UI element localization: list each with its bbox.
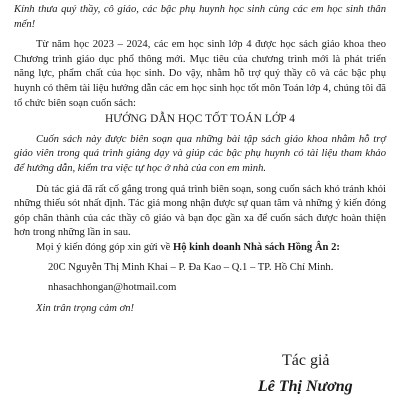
signature-role: Tác giả (282, 352, 330, 369)
book-title: HƯỚNG DẪN HỌC TỐT TOÁN LỚP 4 (104, 113, 296, 126)
contact-intro: Mọi ý kiến đóng góp xin gửi về (36, 241, 173, 253)
paragraph-purpose: Cuốn sách này được biên soạn qua những bài tập sách giáo khoa nhằm hỗ trợ giáo viên trong quá trình giảng dạy và giúp các bậc phụ huynh có tài liệu tham khảo để hướng dẫn, kiểm tra việc tự học ở nhà của con em mình. (14, 133, 386, 174)
email-text: nhasachhongan@hotmail.com (48, 282, 177, 294)
paragraph-intro: Từ năm học 2023 – 2024, các em học sinh lớp 4 được học sách giáo khoa theo Chương trình giáo dục phổ thông mới. Mục tiêu của chương trình mới là phát triển năng lực, phẩm chất của học sinh. Do vậy, nhằm hỗ trợ quý thầy cô và các bậc phụ huynh có thêm tài liệu hướng dẫn các em học sinh học tốt môn Toán lớp 4, chúng tôi đã tổ chức biên soạn cuốn sách: (14, 39, 387, 109)
contact-line (14, 241, 386, 256)
signature-block (258, 352, 398, 396)
paragraph-apology: Dù tác giả đã rất cố gắng trong quá trình biên soạn, song cuốn sách khó tránh khỏi những thiếu sót nhất định. Tác giả mong nhận được sự quan tâm và những ý kiến đóng góp chân thành của các thầy cô giáo và bạn đọc gần xa để cuốn sách được hoàn thiện hơn trong những lần in sau. (14, 183, 386, 239)
contact-company: Hộ kinh doanh Nhà sách Hồng Ân 2 (172, 241, 337, 253)
thanks-text: Xin trân trọng cảm ơn! (36, 302, 135, 314)
contact-colon: : (336, 241, 340, 253)
greeting-text: Kính thưa quý thầy, cô giáo, các bậc phụ huynh học sinh cùng các em học sinh thân mến! (14, 4, 386, 30)
signature-name: Lê Thị Nương (258, 378, 353, 395)
address-text: 20C Nguyễn Thị Minh Khai – P. Đa Kao – Q.1 – TP. Hồ Chí Minh. (48, 261, 334, 273)
